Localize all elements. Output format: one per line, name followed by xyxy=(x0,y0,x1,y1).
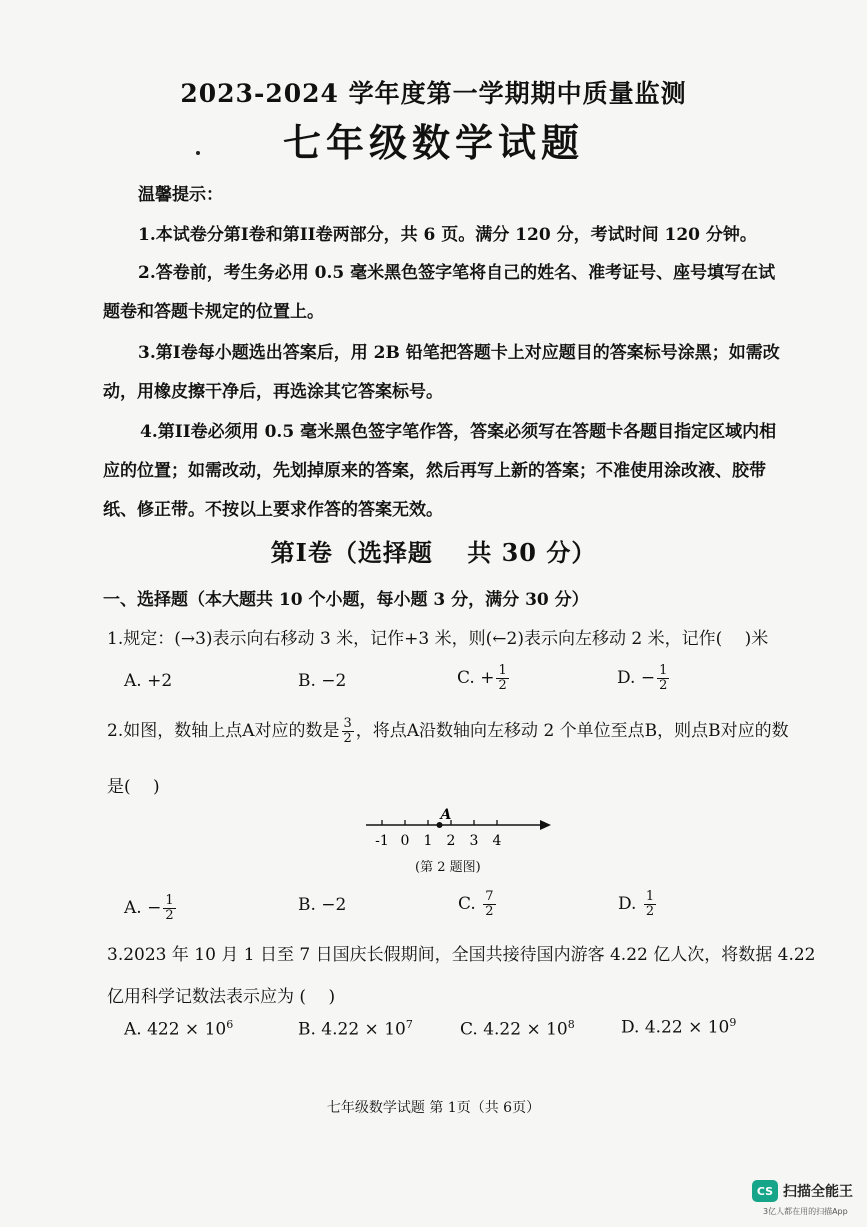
scanner-tagline: 3亿人都在用的扫描App xyxy=(763,1207,848,1216)
notice-item-1: 1.本试卷分第I卷和第II卷两部分，共 6 页。满分 120 分，考试时间 120 分钟。 xyxy=(138,225,757,245)
number-line-tick-label: 3 xyxy=(469,833,479,849)
notice-item-4-line-3: 纸、修正带。不按以上要求作答的答案无效。 xyxy=(103,500,443,520)
q1-option-a: A. +2 xyxy=(124,671,173,691)
section-title: 第I卷（选择题 共 30 分） xyxy=(270,538,597,567)
notice-item-3-line-1: 3.第I卷每小题选出答案后，用 2B 铅笔把答题卡上对应题目的答案标号涂黑；如需改 xyxy=(138,343,780,363)
notice-item-4-line-1: 4.第II卷必须用 0.5 毫米黑色签字笔作答，答案必须写在答题卡各题目指定区域内相 xyxy=(140,422,777,442)
point-a-label: A xyxy=(440,807,452,823)
q3-stem-line-1: 3.2023 年 10 月 1 日至 7 日国庆长假期间，全国共接待国内游客 4.22 亿人次，将数据 4.22 xyxy=(107,945,816,965)
number-line-tick-label: -1 xyxy=(375,833,389,849)
q1-stem: 1.规定：(→3)表示向右移动 3 米，记作+3 米，则(←2)表示向左移动 2 米，记作( )米 xyxy=(107,629,769,649)
number-line-tick-label: 4 xyxy=(492,833,502,849)
q3-option-c: C. $4.22 \times 10^8$ xyxy=(460,1018,575,1040)
notice-item-3-line-2: 动，用橡皮擦干净后，再选涂其它答案标号。 xyxy=(103,382,443,402)
q3-option-b: B. $4.22 \times 10^7$ xyxy=(298,1018,413,1040)
q2-option-b: B. −2 xyxy=(298,895,347,915)
exam-title: 七年级数学试题 xyxy=(282,120,584,165)
q3-option-d: D. $4.22 \times 10^9$ xyxy=(621,1016,737,1038)
q1-option-d: D. − $\frac{1}{2}$ xyxy=(617,663,668,693)
q1-option-c: C. + $\frac{1}{2}$ xyxy=(457,663,507,693)
q2-option-d: D. $\frac{1}{2}$ xyxy=(618,889,655,919)
figure-caption: (第 2 题图) xyxy=(415,860,481,875)
notice-heading: 温馨提示： xyxy=(138,185,223,205)
q3-option-a: A. $422 \times 10^6$ xyxy=(124,1018,234,1040)
notice-item-2-line-1: 2.答卷前，考生务必用 0.5 毫米黑色签字笔将自己的姓名、准考证号、座号填写在试 xyxy=(138,263,776,283)
scan-speck xyxy=(196,151,200,155)
scanner-app-name: 扫描全能王 xyxy=(783,1184,853,1200)
number-line-tick-label: 2 xyxy=(446,833,456,849)
number-line-tick-label: 0 xyxy=(400,833,410,849)
q2-option-c: C. $\frac{7}{2}$ xyxy=(458,889,494,919)
exam-subtitle: 2023-2024 学年度第一学期期中质量监测 xyxy=(180,79,687,108)
scanner-logo-icon: CS xyxy=(752,1180,778,1202)
q3-stem-line-2: 亿用科学记数法表示应为 ( ) xyxy=(107,987,336,1007)
q2-option-a: A. − $\frac{1}{2}$ xyxy=(124,893,174,923)
notice-item-4-line-2: 应的位置；如需改动，先划掉原来的答案，然后再写上新的答案；不准使用涂改液、胶带 xyxy=(103,461,766,481)
number-line-tick-label: 1 xyxy=(423,833,433,849)
q2-stem-line-2: 是( ) xyxy=(107,777,160,797)
number-line-figure xyxy=(360,804,560,852)
page-footer: 七年级数学试题 第 1页（共 6页） xyxy=(326,1100,541,1116)
number-line-arrow xyxy=(540,820,551,830)
q2-stem-line-1: 2.如图，数轴上点A对应的数是 $\frac{3}{2}$ ，将点A沿数轴向左移动 2 个单位至点B，则点B对应的数 xyxy=(107,716,789,746)
q1-option-b: B. −2 xyxy=(298,671,347,691)
notice-item-2-line-2: 题卷和答题卡规定的位置上。 xyxy=(103,302,324,322)
part-heading: 一、选择题（本大题共 10 个小题，每小题 3 分，满分 30 分） xyxy=(103,590,589,610)
